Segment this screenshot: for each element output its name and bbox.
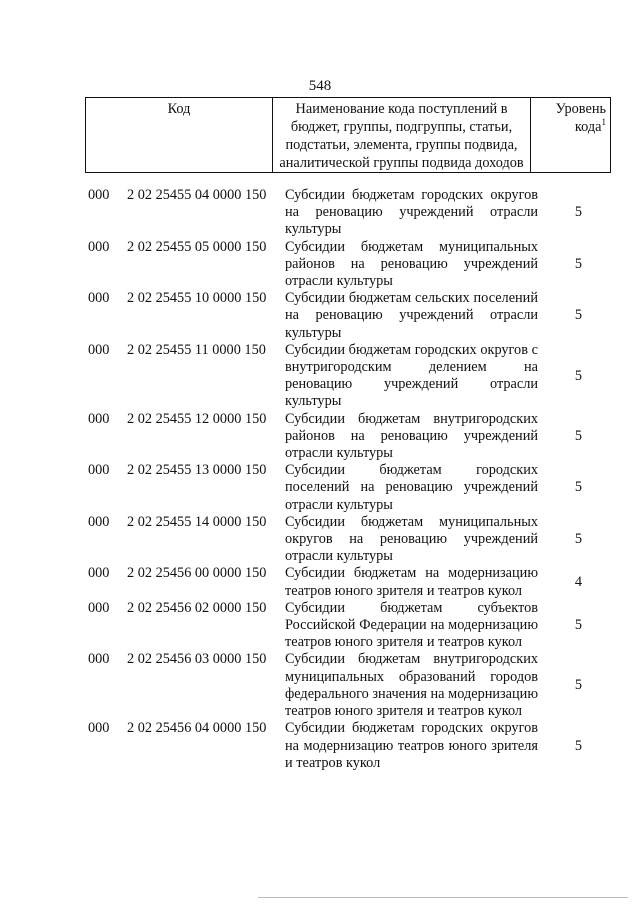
row-level: 5 (574, 479, 583, 496)
header-name-label: Наименование кода поступлений в бюджет, группы, подгруппы, статьи, подстатьи, элемента, группы подвида, аналитической группы подвида доходов (279, 101, 524, 171)
row-name: Субсидии бюджетам субъектов Российской Федерации на модернизацию театров юного зрителя и театров кукол (285, 599, 538, 651)
table-row (85, 462, 605, 514)
row-name: Субсидии бюджетам внутригородских муниципальных образований городов федерального значения на модернизацию театров юного зрителя и театров кукол (285, 651, 538, 720)
row-level: 5 (574, 427, 583, 444)
row-name: Субсидии бюджетам внутригородских районов на реновацию учреждений отрасли культуры (285, 410, 538, 462)
table-row (85, 651, 605, 720)
row-level: 5 (574, 737, 583, 754)
row-prefix: 000 (88, 599, 110, 616)
row-level: 5 (574, 677, 583, 694)
row-prefix: 000 (88, 238, 110, 255)
code-table-body (85, 187, 605, 772)
row-code: 2 02 25456 04 0000 150 (127, 720, 267, 737)
row-code: 2 02 25456 00 0000 150 (127, 565, 267, 582)
row-prefix: 000 (88, 513, 110, 530)
row-level: 5 (574, 617, 583, 634)
table-row (85, 514, 605, 566)
row-code: 2 02 25455 11 0000 150 (127, 341, 266, 358)
row-name: Субсидии бюджетам сельских поселений на реновацию учреждений отрасли культуры (285, 290, 538, 341)
row-code: 2 02 25455 14 0000 150 (127, 513, 267, 530)
table-header (85, 97, 611, 173)
row-code: 2 02 25456 03 0000 150 (127, 651, 267, 668)
row-level: 5 (574, 307, 583, 324)
row-name: Субсидии бюджетам на модернизацию театров юного зрителя и театров кукол (285, 565, 538, 599)
row-prefix: 000 (88, 720, 110, 737)
row-prefix: 000 (88, 565, 110, 582)
row-code: 2 02 25455 12 0000 150 (127, 410, 267, 427)
table-row (85, 290, 605, 342)
row-level: 4 (574, 574, 583, 591)
row-prefix: 000 (88, 651, 110, 668)
header-code (86, 98, 273, 173)
header-level-label: Уровень кода (555, 101, 606, 135)
header-level (531, 98, 611, 173)
scan-edge-line (258, 897, 628, 898)
row-level: 5 (574, 367, 583, 384)
header-name (273, 98, 531, 173)
row-code: 2 02 25456 02 0000 150 (127, 599, 267, 616)
header-level-footnote: 1 (601, 117, 606, 128)
row-code: 2 02 25455 13 0000 150 (127, 462, 267, 479)
row-code: 2 02 25455 10 0000 150 (127, 290, 267, 307)
row-name: Субсидии бюджетам муниципальных округов на реновацию учреждений отрасли культуры (285, 513, 538, 565)
row-level: 5 (574, 204, 583, 221)
row-name: Субсидии бюджетам муниципальных районов на реновацию учреждений отрасли культуры (285, 238, 538, 290)
table-row (85, 411, 605, 463)
table-row (85, 342, 605, 411)
table-row (85, 187, 605, 239)
table-row (85, 600, 605, 652)
row-name: Субсидии бюджетам городских округов на реновацию учреждений отрасли культуры (285, 187, 538, 238)
row-code: 2 02 25455 04 0000 150 (127, 187, 267, 203)
row-code: 2 02 25455 05 0000 150 (127, 238, 267, 255)
table-row (85, 565, 605, 599)
row-prefix: 000 (88, 341, 110, 358)
row-prefix: 000 (88, 462, 110, 479)
row-name: Субсидии бюджетам городских округов на модернизацию театров юного зрителя и театров кукол (285, 720, 538, 771)
header-code-label: Код (167, 101, 191, 117)
row-prefix: 000 (88, 290, 110, 307)
row-name: Субсидии бюджетам городских поселений на реновацию учреждений отрасли культуры (285, 462, 538, 513)
table-row (85, 239, 605, 291)
page-number: 548 (308, 78, 332, 94)
row-level: 5 (574, 531, 583, 548)
row-prefix: 000 (88, 410, 110, 427)
table-row (85, 720, 605, 772)
row-level: 5 (574, 255, 583, 272)
row-prefix: 000 (88, 187, 110, 203)
row-name: Субсидии бюджетам городских округов с внутригородским делением на реновацию учреждений отрасли культуры (285, 341, 538, 410)
